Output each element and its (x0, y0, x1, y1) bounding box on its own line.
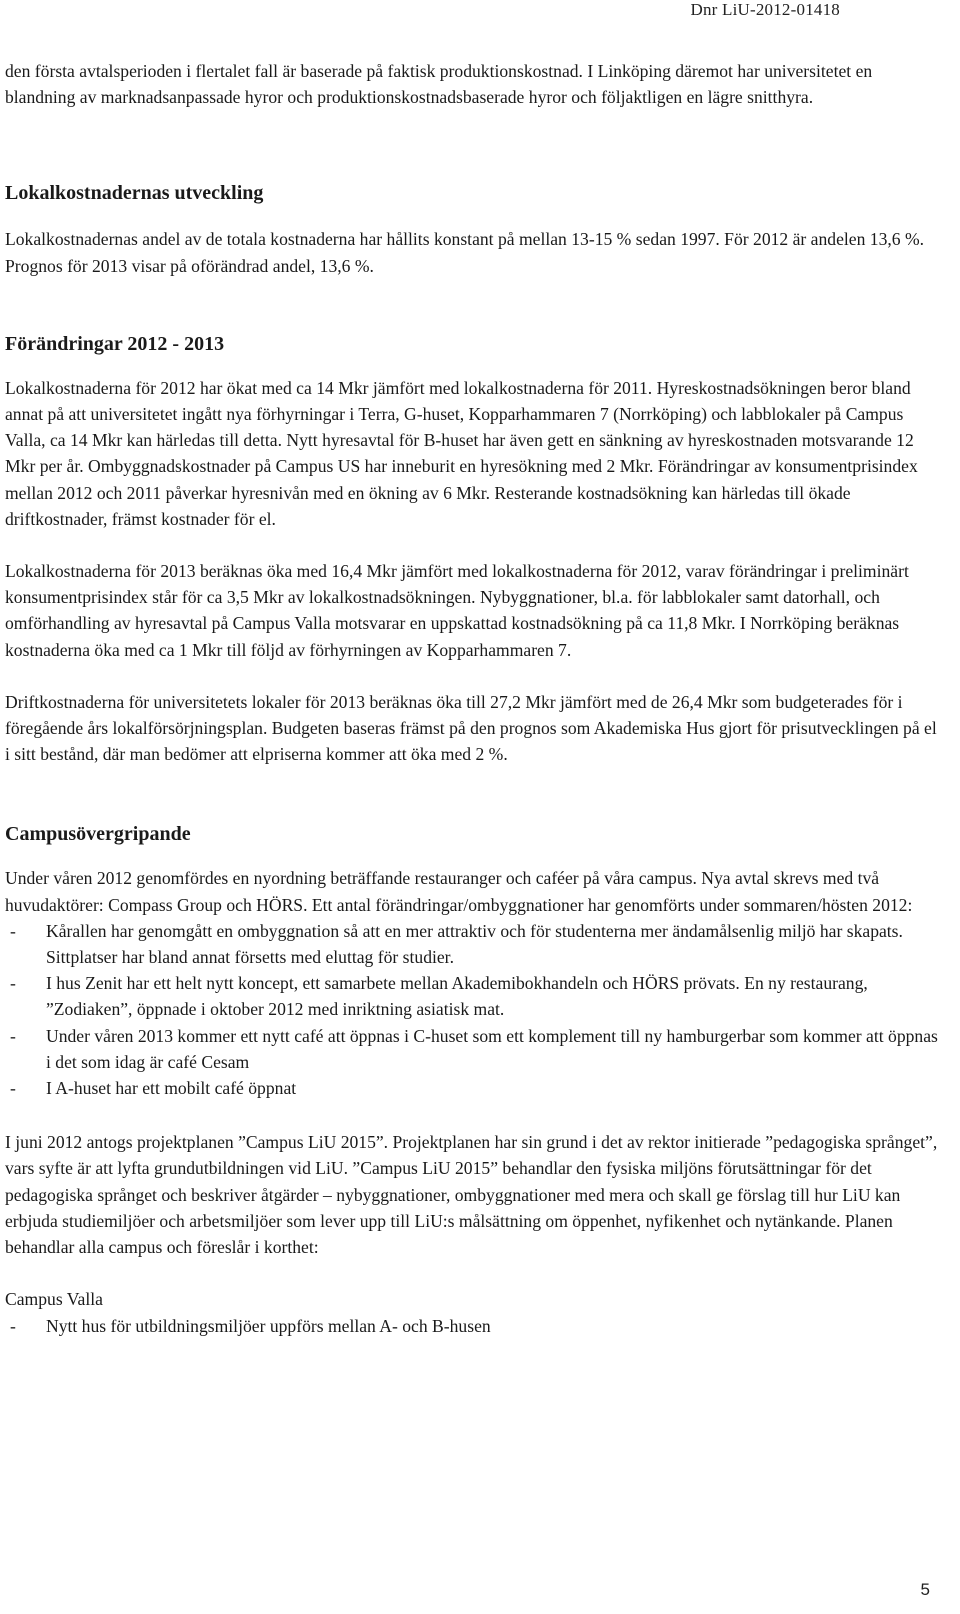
list-item-text: I A-huset har ett mobilt café öppnat (46, 1078, 297, 1099)
section-paragraph-campusovergripande-intro: Under våren 2012 genomfördes en nyordning beträffande restauranger och caféer på våra campus. Nya avtal skrevs med två huvudaktörer: Compass Group och HÖRS. Ett antal förändringar/ombyggnationer har genomförts under sommaren/hösten 2012: (5, 868, 913, 915)
list-dash-marker: - (10, 1025, 16, 1046)
campus-valla-list (5, 1313, 940, 1339)
section-paragraph-lokalkostnadernas-utveckling: Lokalkostnadernas andel av de totala kostnaderna har hållits konstant på mellan 13-15 % sedan 1997. För 2012 är andelen 13,6 %. Prognos för 2013 visar på oförändrad andel, 13,6 %. (5, 229, 925, 276)
section-paragraph-campus-liu-2015: I juni 2012 antogs projektplanen ”Campus LiU 2015”. Projektplanen har sin grund i det av rektor initierade ”pedagogiska språnget”, vars syfte är att lyfta grundutbildningen vid LiU. ”Campus LiU 2015” behandlar den fysiska miljöns förutsättningar för det pedagogiska språnget och beskriver åtgärder – nybyggnationer, ombyggnationer med mera och skall ge förslag till hur LiU kan erbjuda studiemiljöer och arbetsmiljöer som lever upp till LiU:s målsättning om öppenhet, nyfikenhet och nytänkande. Planen behandlar alla campus och föreslår i korthet: (5, 1132, 938, 1258)
page-number: 5 (920, 1580, 930, 1599)
list-item (5, 918, 940, 970)
list-dash-marker: - (10, 973, 16, 994)
section-heading-lokalkostnadernas-utveckling: Lokalkostnadernas utveckling (5, 182, 264, 205)
list-item (5, 1075, 940, 1101)
restaurant-changes-list (5, 918, 940, 1101)
list-item (5, 970, 940, 1022)
list-item-text: I hus Zenit har ett helt nytt koncept, ett samarbete mellan Akademibokhandeln och HÖRS prövats. En ny restaurang, ”Zodiaken”, öppnade i oktober 2012 med inriktning asiatisk mat. (46, 973, 868, 1020)
section-paragraph-forandringar-3: Driftkostnaderna för universitetets lokaler för 2013 beräknas öka till 27,2 Mkr jämfört med de 26,4 Mkr som budgeterades för i föregående års lokalförsörjningsplan. Budgeten baseras främst på den prognos som Akademiska Hus gjort för prisutvecklingen på el i sitt bestånd, där man bedömer att elpriserna kommer att öka med 2 %. (5, 691, 937, 765)
list-item (5, 1023, 940, 1075)
list-dash-marker: - (10, 920, 16, 941)
list-dash-marker: - (10, 1315, 16, 1336)
document-reference-number: Dnr LiU-2012-01418 (690, 0, 840, 19)
intro-paragraph: den första avtalsperioden i flertalet fall är baserade på faktisk produktionskostnad. I Linköping däremot har universitetet en blandning av marknadsanpassade hyror och produktionskostnadsbaserade hyror och följaktligen en lägre snitthyra. (5, 61, 873, 108)
list-item-text: Nytt hus för utbildningsmiljöer uppförs mellan A- och B-husen (46, 1315, 491, 1336)
document-body (5, 58, 940, 1339)
list-item-text: Under våren 2013 kommer ett nytt café att öppnas i C-huset som ett komplement till ny hamburgerbar som kommer att öppnas i det som idag är café Cesam (46, 1025, 938, 1072)
section-heading-forandringar: Förändringar 2012 - 2013 (5, 332, 225, 355)
list-item-text: Kårallen har genomgått en ombyggnation så att en mer attraktiv och för studenterna mer ändamålsenlig miljö har skapats. Sittplatser har bland annat försetts med eluttag för studier. (46, 920, 903, 968)
list-item (5, 1313, 940, 1339)
list-dash-marker: - (10, 1078, 16, 1099)
section-heading-campusovergripande: Campusövergripande (5, 823, 191, 846)
campus-valla-label: Campus Valla (5, 1289, 103, 1310)
section-paragraph-forandringar-2: Lokalkostnaderna för 2013 beräknas öka med 16,4 Mkr jämfört med lokalkostnaderna för 2012, varav förändringar i preliminärt konsumentprisindex står för ca 3,5 Mkr av lokalkostnadsökningen. Nybyggnationer, bl.a. för labblokaler samt datorhall, och omförhandling av hyresavtal på Campus Valla motsvarar en uppskattad kostnadsökning på ca 11,8 Mkr. I Norrköping beräknas kostnaderna öka med ca 1 Mkr till följd av förhyrningen av Kopparhammaren 7. (5, 561, 909, 660)
section-paragraph-forandringar-1: Lokalkostnaderna för 2012 har ökat med ca 14 Mkr jämfört med lokalkostnaderna för 2011. Hyreskostnadsökningen beror bland annat på att universitetet ingått nya förhyrningar i Terra, G-huset, Kopparhammaren 7 (Norrköping) och labblokaler på Campus Valla, ca 14 Mkr kan härledas till detta. Nytt hyresavtal för B-huset har även gett en sänkning av hyreskostnaden motsvarande 12 Mkr per år. Ombyggnadskostnader på Campus US har inneburit en hyresökning med 2 Mkr. Förändringar av konsumentprisindex mellan 2012 och 2011 påverkar hyresnivån med en ökning av 6 Mkr. Resterande kostnadsökning kan härledas till ökade driftkostnader, främst kostnader för el. (5, 377, 918, 529)
